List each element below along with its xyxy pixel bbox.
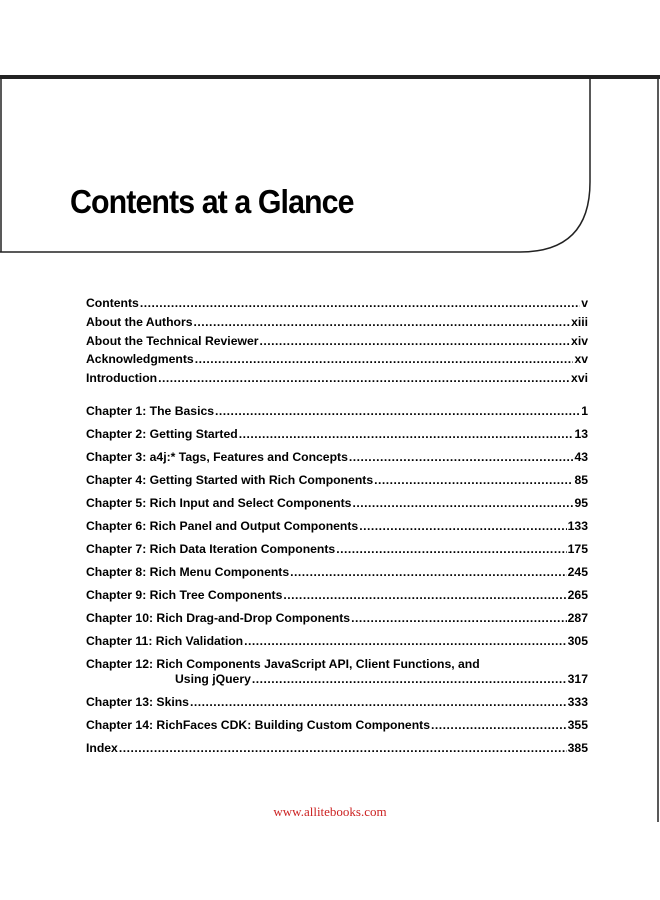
toc-entry[interactable]	[86, 369, 588, 388]
toc-label: Chapter 1: The Basics	[86, 403, 215, 418]
toc-page: 175	[567, 541, 588, 556]
page-title: Contents at a Glance	[70, 183, 354, 220]
leader-dots	[252, 672, 567, 687]
toc-label: Chapter 4: Getting Started with Rich Components	[86, 472, 374, 487]
toc-page: 317	[567, 671, 588, 686]
toc-entry[interactable]	[86, 423, 588, 446]
toc-page: 305	[567, 633, 588, 648]
toc-label-continued	[86, 672, 588, 687]
toc-page: 43	[574, 449, 588, 464]
toc-page: xiv	[571, 333, 588, 348]
toc-page: 333	[567, 694, 588, 709]
toc-entry[interactable]	[86, 737, 588, 760]
leader-dots	[349, 446, 574, 469]
leader-dots	[158, 369, 570, 387]
leader-dots	[283, 584, 566, 607]
toc-entry[interactable]	[86, 400, 588, 423]
leader-dots	[119, 737, 567, 760]
leader-dots	[190, 691, 567, 714]
toc-entry[interactable]	[86, 313, 588, 332]
toc-label: Chapter 14: RichFaces CDK: Building Custom Components	[86, 717, 430, 732]
toc-entry[interactable]	[86, 446, 588, 469]
leader-dots	[290, 561, 567, 584]
toc-label: Chapter 6: Rich Panel and Output Components	[86, 518, 359, 533]
toc-label: Acknowledgments	[86, 352, 194, 367]
toc-label: Chapter 10: Rich Drag-and-Drop Components	[86, 610, 351, 625]
leader-dots	[239, 423, 574, 446]
toc-entry[interactable]	[86, 350, 588, 369]
leader-dots	[244, 630, 567, 653]
leader-dots	[259, 332, 570, 350]
toc-label: Chapter 11: Rich Validation	[86, 633, 244, 648]
toc-label: Chapter 13: Skins	[86, 694, 189, 709]
leader-dots	[352, 492, 573, 515]
toc-entry[interactable]	[86, 492, 588, 515]
toc-label: Chapter 8: Rich Menu Components	[86, 564, 290, 579]
toc-page: 265	[567, 587, 588, 602]
toc-entry[interactable]	[86, 607, 588, 630]
toc-label: Index	[86, 740, 118, 755]
leader-dots	[351, 607, 567, 630]
toc-label: Chapter 9: Rich Tree Components	[86, 587, 283, 602]
leader-dots	[195, 350, 574, 368]
toc-label: Introduction	[86, 371, 158, 386]
leader-dots	[140, 294, 580, 312]
toc-page: xvi	[571, 371, 588, 386]
toc-entry[interactable]	[86, 294, 588, 313]
toc-page: 245	[567, 564, 588, 579]
toc-page: xiii	[571, 314, 588, 329]
toc-label: About the Authors	[86, 314, 193, 329]
toc-entry[interactable]	[86, 653, 588, 691]
toc-entry[interactable]	[86, 332, 588, 351]
toc-entry[interactable]	[86, 469, 588, 492]
toc-entry[interactable]	[86, 691, 588, 714]
leader-dots	[374, 469, 573, 492]
toc-page: 1	[581, 403, 588, 418]
toc-entry[interactable]	[86, 561, 588, 584]
leader-dots	[215, 400, 580, 423]
toc-page: 133	[567, 518, 588, 533]
toc-page: 355	[567, 717, 588, 732]
footer-link[interactable]: www.allitebooks.com	[273, 804, 387, 819]
toc-page: 13	[574, 426, 588, 441]
toc-label: Chapter 2: Getting Started	[86, 426, 238, 441]
toc-label: About the Technical Reviewer	[86, 333, 259, 348]
toc-entry[interactable]	[86, 714, 588, 737]
toc-label: Chapter 3: a4j:* Tags, Features and Concepts	[86, 449, 348, 464]
toc-entry[interactable]	[86, 538, 588, 561]
toc-page: v	[581, 296, 588, 310]
leader-dots	[359, 515, 566, 538]
toc-page: 287	[567, 610, 588, 625]
toc-page: 85	[574, 472, 588, 487]
leader-dots	[194, 313, 571, 331]
toc-page: xv	[574, 352, 588, 367]
toc-label: Chapter 5: Rich Input and Select Components	[86, 495, 352, 510]
toc-label: Chapter 12: Rich Components JavaScript API, Client Functions, and	[86, 656, 480, 671]
leader-dots	[336, 538, 566, 561]
table-of-contents	[86, 294, 588, 760]
header-border	[0, 78, 590, 252]
leader-dots	[431, 714, 567, 737]
toc-entry[interactable]	[86, 630, 588, 653]
toc-label: Using jQuery	[175, 671, 251, 686]
toc-entry[interactable]	[86, 584, 588, 607]
toc-page: 95	[574, 495, 588, 510]
toc-entry[interactable]	[86, 515, 588, 538]
toc-page: 385	[567, 740, 588, 755]
section-gap	[86, 388, 588, 400]
toc-label: Chapter 7: Rich Data Iteration Components	[86, 541, 336, 556]
toc-label: Contents	[86, 296, 139, 310]
